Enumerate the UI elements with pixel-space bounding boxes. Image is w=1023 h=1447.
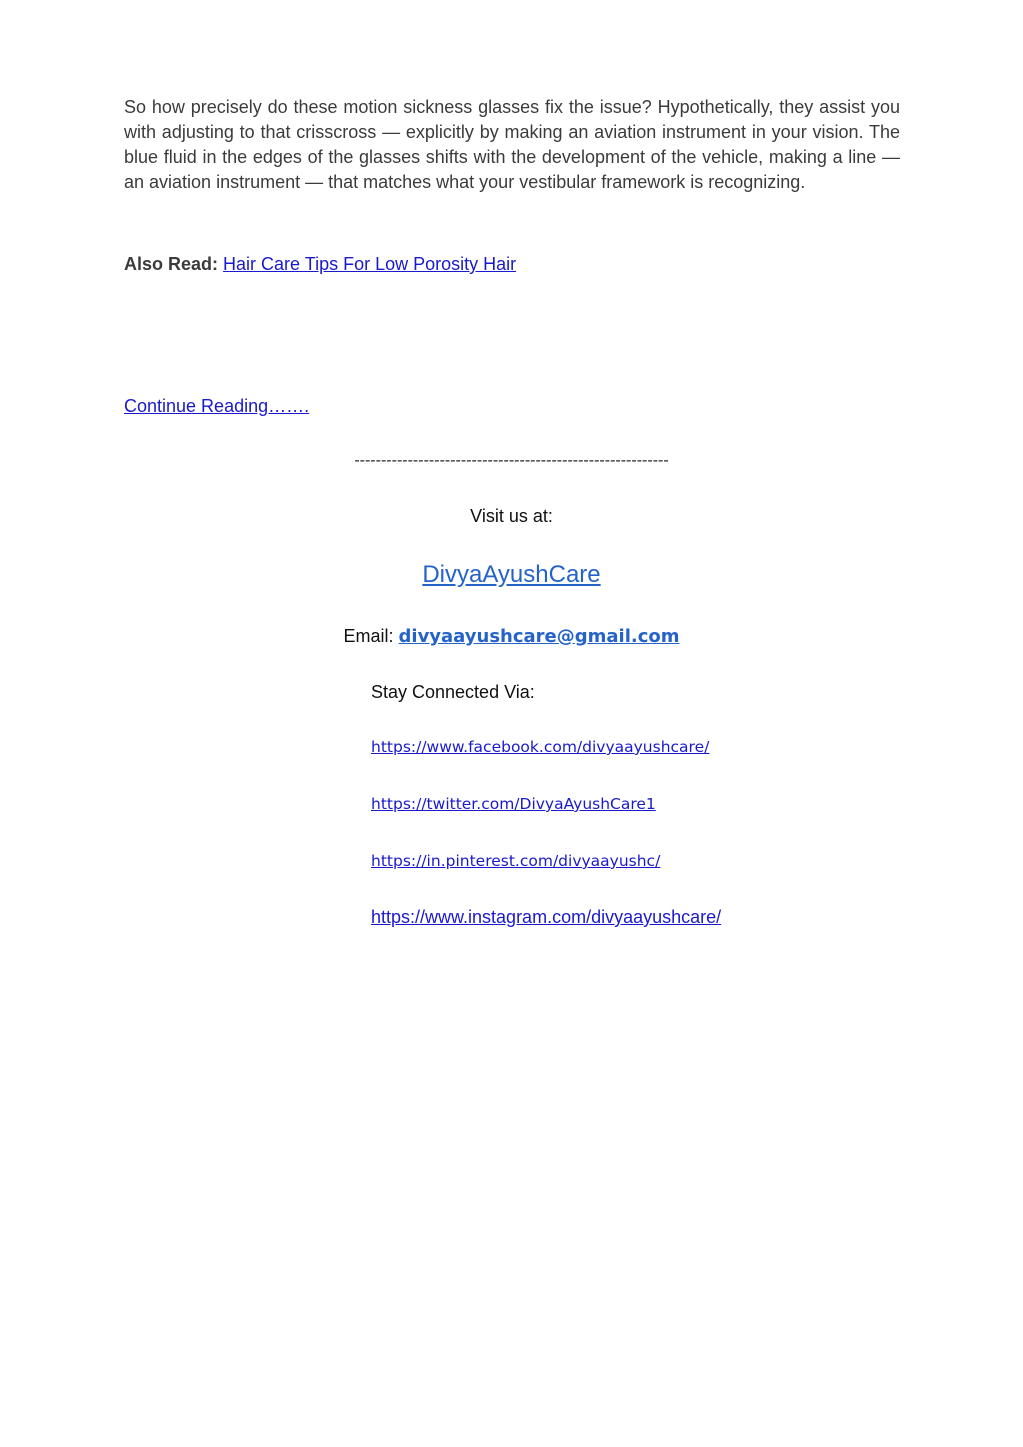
also-read-label: Also Read: <box>124 254 219 274</box>
instagram-link[interactable]: https://www.instagram.com/divyaayushcare/ <box>371 907 722 927</box>
facebook-link[interactable]: https://www.facebook.com/divyaayushcare/ <box>371 738 710 756</box>
social-instagram-line <box>371 906 721 928</box>
continue-reading-link[interactable]: Continue Reading……. <box>124 396 310 416</box>
social-facebook-line <box>371 737 709 757</box>
section-divider: ----------------------------------------------------------- <box>354 452 669 469</box>
brand-line <box>0 561 1023 589</box>
pinterest-link[interactable]: https://in.pinterest.com/divyaayushc/ <box>371 852 661 870</box>
brand-link[interactable]: DivyaAyushCare <box>422 561 601 588</box>
also-read-link[interactable]: Hair Care Tips For Low Porosity Hair <box>223 254 517 274</box>
continue-reading-line <box>124 395 309 417</box>
email-line <box>0 624 1023 649</box>
stay-connected-label: Stay Connected Via: <box>371 682 535 702</box>
also-read-line <box>124 253 516 275</box>
social-pinterest-line <box>371 851 660 871</box>
email-label: Email: <box>343 626 394 646</box>
social-twitter-line <box>371 794 656 814</box>
twitter-link[interactable]: https://twitter.com/DivyaAyushCare1 <box>371 795 656 813</box>
article-paragraph: So how precisely do these motion sickness glasses fix the issue? Hypothetically, they assist you with adjusting to that crisscross — explicitly by making an aviation instrument in your vision. The blue fluid in the edges of the glasses shifts with the development of the vehicle, making a line — an aviation instrument — that matches what your vestibular framework is recognizing. <box>124 97 900 192</box>
visit-us-label: Visit us at: <box>470 506 553 526</box>
email-link[interactable]: divyaayushcare@gmail.com <box>398 626 680 647</box>
